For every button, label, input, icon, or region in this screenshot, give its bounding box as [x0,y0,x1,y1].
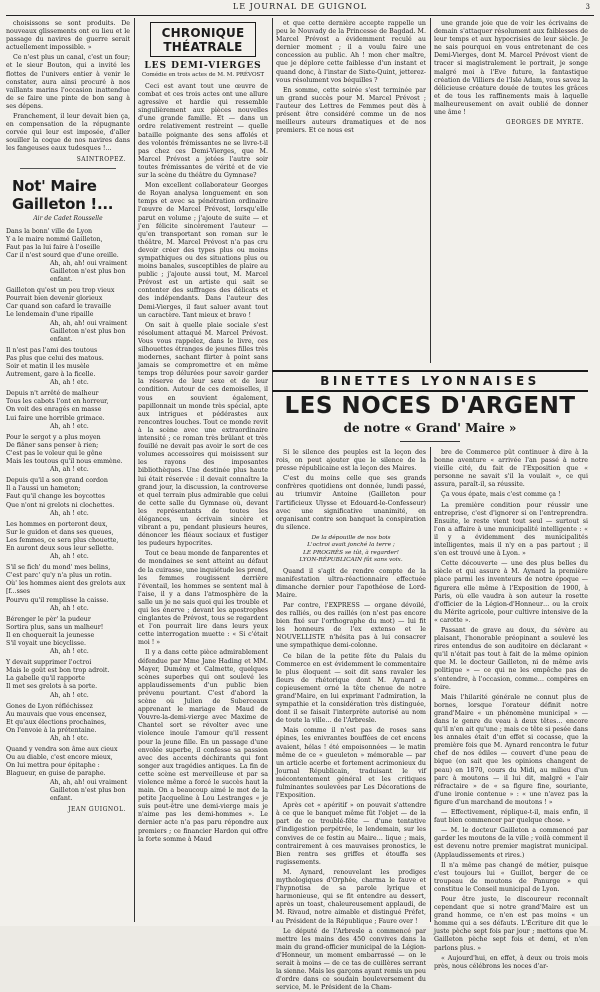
verse-line: Gones de Lyon réfléchissez [6,702,93,710]
paragraph: Mais l'hilarité générale ne connut plus de bornes, lorsque l'orateur définit notre grand'Maire « un phénomène municipal » — dans le genre du veau à deux têtes… encore qu'il n'en ait qu'une ; mais ce tête si pesée dans les annales était d'un effet si cocasse, que la première fois que M. Aynard rencontra le futur chef de nos édiles — couvert d'une peau de bique (on sait que les opinions changent de peau) en 1870, cours du Midi, au milieu d'un parc à moutons — il lui dit, malgré « l'air réfractaire » de « sa figure fine, souriante, d'une ironie contenue » : « une n'avez pas la figure d'un marchand de moutons ! » [434,693,588,806]
quote-line: De la dépouille de nos bois [311,534,391,541]
verse-line: Mais les toutous qu'il nous emmène. [6,458,123,466]
noces-body-left [276,568,426,992]
paragraph: Mais comme il n'est pas de roses sans épines, les enivrantes bouffées de cet encens avaient, hélas ! été empoisonnées — le matin même de ce « gueuleton » mémorable — par un article acerbe et fortement acrimonieux du Journal Républicain, traduisant le vif mécontentement général et les critiques fulminantes soulevées par Les Décorations de l'Exposition. [276,727,426,800]
paragraph: — M. le docteur Gailleton a commencé par garder les moutons de la ville ; voilà comment il est devenu notre premier magistrat municipal. (Applaudissements et rires.) [434,827,588,859]
chronique-conclusion [434,20,588,117]
paragraph: La première condition pour réussir une entreprise, c'est d'ignorer si on l'entreprendra. Ensuite, le reste vient tout seul — surtout si l'on a affaire à une municipalité intelligente : « il y a évidemment des municipalités intelligentes, mais il n'y en a pas partout ; il s'en est trouvé une à Lyon. » [434,501,588,558]
paragraph: M. Aynard, renouvelant les prodiges mythologiques d'Orphée, charma le fauve et l'hypnotisa de sa parole lyrique et harmonieuse, qui se fit entendre au dessert, après un toast, chaleureusement applaudi, de M. Rivaud, notre aimable et distingué Préfet, au Président de la République ; Faure over ! [276,868,426,925]
chronique-body [138,83,268,844]
column-2 [138,22,268,922]
verse-line: Y devait supprimer l'octroi [6,659,92,667]
chronique-continued [276,20,426,135]
verse-line: Sortira plus, sans un malheur! [6,623,104,631]
verse-line: Autrement, gare à la ficelle. [6,371,96,379]
refrain-line: Ah, ah ! etc. [50,509,89,517]
paragraph: — Effectivement, réplique-t-il, mais enfin, il faut bien commencer par quelque chose. » [434,809,588,825]
paragraph: On sait à quelle plaie sociale s'est résolument attaqué M. Marcel Prévost. Vous vous rappelez, dans le livre, ces silhouettes étranges de jeunes filles très modernes, sachant flirter à point sans jamais se compromettre et en même temps trop délurées pour savoir garder la réserve de leur sexe et de leur condition. Autour de ces demoiselles, il vous en souvient également, papillonnait un monde très spécial, apte aux intrigues et pédérastes aux rencontres louches. Tout ce monde revit à la scène avec une extraordinaire intensité ; ce roman très brûlant et très fouillé ne devait pas avoir le sort de ces volumes accessoires qui moisissent sur les rayons des imposantes bibliothèques. Une destinée plus haute lui était réservée : il devait connaître la grand jour, la discussion, la controverse et quel terrain plus admirable que celui de cette salle du Gymnase où, devant les représentants de toutes les élégances, un écrivain sincère et vibrant a pu, pendant plusieurs heures, dénoncer les fléaux sociaux et fustiger les pudeurs hypocrites. [138,321,268,548]
refrain-line: Ah, ah ! etc. [50,466,89,474]
stanza [6,434,130,474]
title-rule [400,441,460,442]
verse-line: Il met ses grelots à sa porte. [6,683,98,691]
verse-line: Lui faire une horrible grimace. [6,414,105,422]
verse-line: Tous les cabots l'ont en horreur, [6,398,109,406]
signature-georges-de-myrte: GEORGES DE MYRTE. [505,119,584,127]
play-title: LES DEMI-VIERGES [144,61,262,71]
paragraph: Quand il s'agit de rendre compte de la manifestation ultra-réactionnaire effectuée dimanche dernier pour l'apothéose de Lord-Maire. [276,567,426,599]
refrain-line: Ah, ah, ah! oui vraiment [50,259,128,267]
column-rule-4 [430,447,431,922]
paragraph: bre de Commerce pût continuer à dire à la bonne aventure « arrivée l'an passé à notre vieille cité, du fait de l'Exposition que « personne ne savait s'il la voulait », ce qui assura, paraît-il, sa réussite. [434,449,588,489]
separator-line [20,168,116,169]
refrain-line: Ah, ah ! etc. [50,691,89,699]
verse-line: On lui mettra pour épitaphe : [6,762,100,770]
verse-line: S'il voyait une bicyclisse. [6,640,86,647]
song-stanzas [6,228,130,803]
verse-line: Car il n'est sourd que d'une oreille. [6,251,119,259]
song-title: Not' Maire Gailleton !... [12,176,114,213]
verse-line: Sur le guidon et dans ses queues, [6,528,114,536]
verse-line: Il a l'aussi un hameton; [6,485,81,493]
verse-line: Soir et matin il les musèle [6,363,90,370]
refrain-line: Gailleton n'est plus bon enfant. [50,267,126,284]
stanza [6,703,130,743]
verse-line: Y a le maire nommé Gailleton, [6,235,103,243]
stanza [6,616,130,656]
verse-line: Faut pas la lui faire à l'oseille [6,243,101,251]
paragraph: Passant de grave au doux, du sévère au plaisant, l'honorable préopinant a soulevé les rires entendus de son auditoire en déclarant « qu'il n'était pas tout à fait de la même opinion que M. le docteur Gailleton, ni de même avis politique » — ce qui ne les empêche pas de s'entendre, à l'occasion, comme… compères en foire. [434,626,588,691]
stanza [6,390,130,430]
column-1 [6,20,130,922]
paragraph: Ceci est avant tout une œuvre de combat et ces trois actes ont une allure agressive et hardie qui ressemble singulièrement aux pièces nouvelles d'une grande famille. Et — dans un ordre relativement restreint — quelle bataille poignante des sens affolés et des volontés frémissantes ne se livre-t-il pas chez ces Demi-Vierges, que M. Marcel Prévost a jetées l'autre soir toutes frémissantes de vérité et de vie sur la scène du théâtre du Gymnase? [138,83,268,180]
quote-line: L'octroi avait jonché la terre ; [307,542,395,549]
refrain-line: Ah, ah ! etc. [50,379,89,387]
verse-line: Pas plus que celui des matous. [6,354,104,362]
noces-intro [276,449,426,532]
paragraph: Par contre, l'EXPRESS — organe dévoilé, des ralliés, ou des raillés (on n'est pas encore bien fixé sur l'orthographe du mot) — lui fit les honneurs de l'ex extenso et le NOUVELLISTE n'hésita pas à lui consacrer une sympathique demi-colonne. [276,601,426,650]
refrain-line: Ah, ah, ah! oui vraiment [50,319,128,327]
verse-line: On voit des enragés en masse [6,406,102,414]
paragraph: En somme, cette soirée s'est terminée par un grand succès pour M. Marcel Prévost ; l'auteur des Lettres de Femmes peut dès à présent être considéré comme un de nos meilleurs auteurs dramatiques et de nos premiers. Et ce nous est [276,86,426,135]
paragraph: Le député de l'Arbresle a commencé par mettre les mains des 450 convives dans la main du grand-officier municipal de la Légion-d'Honneur, un moment embarrassé — on le serait à moins — de ce tas de cuillères serrant la sienne. Mais les garçons ayant remis un peu d'ordre dans ce soudain bouleversement du service, M. le Président de la Cham- [276,927,426,992]
stanza [6,228,130,285]
verse-line: Faut qu'il change les boycottes [6,493,105,501]
noces-dargent-subtitle: de notre « Grand' Maire » [343,421,517,435]
verse-line: Pourvu qu'il remplisse la caisse. [6,596,109,604]
song-air: Air de Cadet Rousselle [33,214,103,222]
verse-line: Quand y vendra son âme aux cieux [6,746,118,754]
refrain-line: Ah, ah ! etc. [50,422,89,430]
column-rule-3 [430,18,431,363]
verse-line: C'est pas le voleur qui le gêne [6,449,103,457]
stanza [6,521,130,561]
verse-line: Et qu'aux élections prochaines, [6,718,107,726]
refrain-line: Ah, ah ! etc. [50,553,89,561]
verse-line: C'est parc' qu'y n'a plus un rotin. [6,572,112,580]
verse-line: Car quand son cafard le travaille [6,303,112,311]
verse-line: Que n'ont ni grelots ni clochettes. [6,501,115,509]
paragraph: Cette découverte — une des plus belles du siècle et qui assure à M. Aynard la première place parmi les inventeurs de notre époque — figurera elle même à l'Exposition de 1900, à Paris, où elle vaudra à son auteur la rosette d'officier de la Légion-d'Honneur… ou la croix du Mérite agricole, pour cultivre intensive de la « carotte ». [434,560,588,624]
verse-line: Pour le sergot y a plus moyen [6,433,101,441]
column-rule-2 [272,18,273,922]
paragraph: une grande joie que de voir les écrivains de demain s'attaquer résolument aux faiblesses de leur temps et aux hypocrisies de leur siècle. Je ne sais pourquoi en vous entretenant de ces Demi-Vierges, dont M. Marcel Prévost vient de tracer si magistralement le portrait, je songe malgré moi à l'Eve future, la fantastique création de Villiers de l'Isle Adam, vous savez la délicieuse créature douée de toutes les grâces et de tous les raffinements mais à laquelle malheureusement on avait oublié de donner une âme ! [434,20,588,117]
verse-line: Au mauvais que vous encensez, [6,710,107,718]
stanza [6,287,130,344]
paragraph: Ce bilan de la petite fête du Palais du Commerce en est évidemment le commentaire le plus éloquent — soit dit sans ravaler les fleurs de rhétorique dont M. Aynard a copieusement orné la tête chenue de notre grand'Maire, en lui exprimant l'admiration, la sympathie et la considération très distinguée, dont il se faisait l'interprète autorisé au nom de toute la ville… de l'Arbresle. [276,652,426,725]
paragraph: Ça vous épate, mais c'est comme ça ! [441,491,561,499]
signature-jean-guignol: JEAN GUIGNOL. [68,805,126,813]
paragraph: Il n'a même pas changé de métier, puisque c'est toujours lui « Guillot, berger de ce troupeau de moutons de Panurge » qui constitue le Conseil municipal de Lyon. [434,861,588,893]
paragraph: Franchement, il leur devait bien ça, en compensation de la répugnante corvée qui leur est imposée, d'aller souiller la coque de nos navires dans les fangeuses eaux tudesques !... [6,113,130,153]
column-rule-1 [134,18,135,922]
verse-line: Mais le goût est bon trop adroit. [6,667,110,675]
stanza [6,746,130,803]
verse-line: Ou au diable, c'est encore mieux, [6,754,113,762]
verse-line: En auront deux sous leur sellette. [6,544,114,552]
quote-line: LYON-RÉPUBLICAIN fût sans voix. [299,557,403,564]
verse-line: Gailleton qu'est un peu trop vieux [6,287,115,295]
verse-line: Dans la bonn' ville de Lyon [6,227,93,235]
stanza [6,659,130,699]
chronique-theatrale-heading: CHRONIQUE THÉATRALE [150,22,256,57]
paragraph: choisissons se sont produits. De nouveaux glissements ont eu lieu et le passage du navires de guerre serait actuellement impossible. » [6,20,130,52]
refrain-line: Ah, ah ! etc. [50,735,89,743]
stanza [6,347,130,387]
paragraph: Il y a dans cette pièce admirablement défendue par Mme Jane Hading et MM. Mayer, Dumény et Calmette, quelques scènes superbes qui ont soulevé les applaudissements d'un public bien prévenu pourtant. C'est d'abord la scène où Julien de Suberceaux apprenant le mariage de Maud de Vouvre-la-demi-vierge avec Maxime de Chantel sort se révolter avec une violence inouïe l'amour qu'il ressent pour la jeune fille. En un passage d'une envolée superbe, il confesse sa passion avec des accents déchirants qui font songer aux tragédies antiques. La fin de cette scène est merveilleuse et par sa violence même a forcé le succès haut la main. On a beaucoup aimé le mot de la petite Jacqueline à Lou Lestranges « je suis peut-être une demi-vierge mais je n'aime pas les demi-hommes ». Le dernier acte n'a pas paru répondre aux premiers ; ce financier Hardon qui offre la forte somme à Maud [138,649,268,843]
page-number: 3 [585,3,590,11]
refrain-line: Ah, ah ! etc. [50,604,89,612]
refrain-line: Ah, ah ! etc. [50,648,89,656]
running-head: LE JOURNAL DE GUIGNOL [232,2,368,11]
paragraph: Si le silence des peuples est la leçon des rois, on peut ajouter que le silence de la presse républicaine est la leçon des Maires. [276,449,426,473]
noces-quote [276,535,426,565]
verse-line: Où' les hommes aient des grelots aux [f...sses [6,580,126,596]
verse-line: Les femmes, ce sera plus chouette, [6,536,119,544]
verse-line: Blagueur, en guise de paraphe. [6,770,106,778]
column-3-top [276,20,426,363]
paragraph: C'est du moins celle que ses grands confrères quotidiens ont donnée, lundi passé, au triumvir Antoine (Gailleton pour l'artificieux Ulysse et Edouard-le-Confesseur) avec une significative unanimité, en organisant contre son banquet la conspiration du silence. [276,475,426,531]
verse-line: De flâner sans penser à rien; [6,441,99,449]
stanza [6,564,130,613]
verse-line: La gabelle qu'il rapporte [6,675,85,683]
binettes-lyonnaises-band: BINETTES LYONNAISES [272,370,588,392]
verse-line: Il en choquerait la jeunesse [6,631,95,639]
noces-body-right [434,449,588,971]
column-4-top [434,20,588,363]
paragraph: Après cet « apéritif » on pouvait s'attendre à ce que le banquet même fût l'objet — de la part de ce troublé-fête — d'une tentative d'indigestion perpétrée, le lendemain, sur les convives de ce festin au Maire… lique ; mais, contrairement à ces mauvaises pronostics, le Bien rentra ses griffes et étouffa ses rugissements. [276,802,426,866]
paragraph: Pour être juste, le discoureur reconnaît cependant que si notre grand'Maire est un grand homme, ce n'en est pas moins « un homme qui a ses défauts. L'Écriture dit que le juste pèche sept fois par jour ; mettons que M. Gailleton pèche sept fois et demi, et n'en parlons plus. » [434,895,588,952]
refrain-line: Gailleton n'est plus bon enfant. [50,786,126,802]
quote-line: LE PROGRÈS se tût, à regarder! [303,549,399,556]
noces-dargent-title: LES NOCES D'ARGENT [284,393,576,419]
play-credit: Comédie en trois actes de M. M. PRÉVOST [141,72,265,78]
verse-line: Il n'est pas l'ami des toutous [6,346,98,354]
verse-line: Le lendemain d'une ripaille [6,311,94,319]
verse-line: Depuis n't arrêté de malheur [6,390,99,398]
header-rule [6,15,594,16]
noces-left-column [276,449,426,992]
signature-saintropez: SAINTROPEZ. [76,155,126,163]
paragraph: Mon excellent collaborateur Georges de Royan analysa longuement en son temps et avec sa pénétration ordinaire l'œuvre de Marcel Prévost, lorsqu'elle parut en volume ; j'ajoute de suite — et j'en félicite sincèrement l'auteur — qu'en transportant son roman sur le théâtre, M. Marcel Prévost n'a pas cru devoir créer des types plus ou moins sympathiques ou des situations plus ou moins banales, susceptibles de plaire au public ; j'ajoute aussi tout, M. Marcel Prévost est un artiste qui sait se contenter des suffrages des délicats et des indépendants. Dans l'auteur des Demi-Vierges, il faut saluer avant tout un caractère. Tant mieux et bravo ! [138,182,268,319]
noces-right-column [434,449,588,970]
refrain-line: Ah, ah, ah! oui vraiment [50,778,128,786]
verse-line: S'il se fich' du mond' mes belins, [6,564,111,572]
refrain-line: Gailleton n'est plus bon enfant. [50,327,126,343]
paragraph: et que cette dernière accepte rappelle un peu le Nouvady de la Princesse de Bagdad. M. Marcel Prévost a évidemment reculé au dernier moment ; il a voulu faire une concession au public. Ah ! mon cher maître, que je déplore cette faiblesse d'un instant et quand donc, à l'instar de Sixte-Quint, jetterez-vous résolument vos béquilles ? [276,20,426,84]
verse-line: Bérenger le pèr' la pudeur [6,615,91,623]
verse-line: Les hommes en porteront deux, [6,520,108,528]
verse-line: Depuis qu'il a son grand cordon [6,477,108,485]
paragraph: Ce n'est plus un canal, c'est un four; et le sieur Bouton, qui a invité les flottes de l'univers entier à venir le constater, aura ainsi procuré à nos vaillants marins l'occasion inattendue de se faire une pinte de bon sang à ses dépens. [6,54,130,110]
article-canal [6,20,130,154]
paragraph: Tout ce beau monde de fanparentes et de mondaines se sent atteint au défaut de la cuirasse, une inquiétude les prend, les femmes rougissent derrière l'éventail, les hommes se sentent mal à l'aise, il y a dans l'atmosphère de la salle un je ne sais quoi qui les trouble et qui les énerve ; devant les apostrophes cinglantes de Prévost, tous se regardent et l'on pourrait lire dans leurs yeux cette interrogation muette : « Si c'était moi ! » [138,550,268,647]
verse-line: Pourrait bien devenir glorieux [6,295,103,303]
verse-line: On l'envoie à la prétentaine. [6,726,97,734]
paragraph: « Aujourd'hui, en effet, à deux ou trois mois près, nous célébrons les noces d'ar- [434,954,588,970]
stanza [6,477,130,517]
